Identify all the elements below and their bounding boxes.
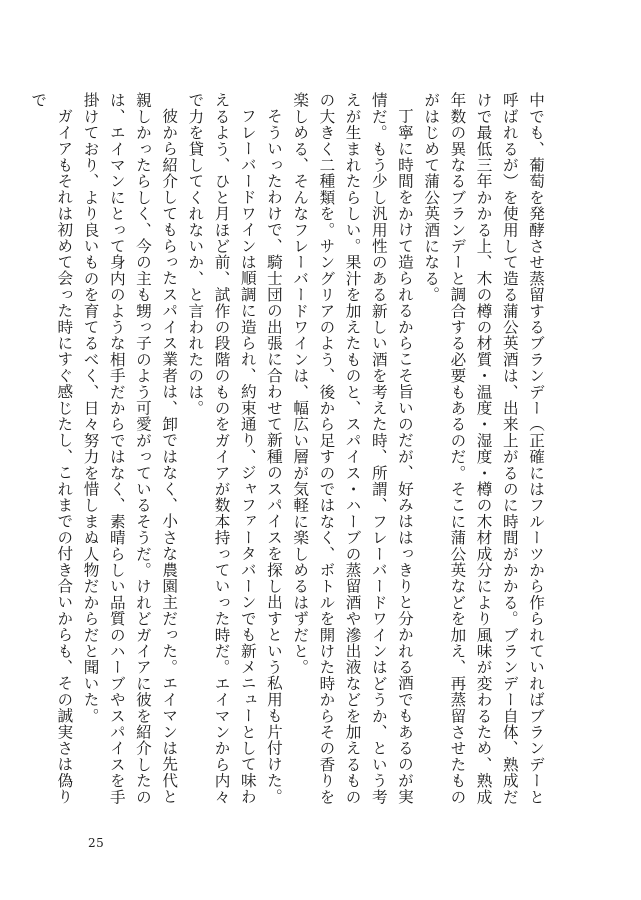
paragraph-1: 中でも、葡萄を発酵させ蒸留するブランデー（正確にはフルーツから作られていればブランデーと呼ばれるが）を使用して造る蒲公英酒は、出来上がるのに時間がかかる。ブランデー自体、熟成だけで最低三年かかる上、木の樽の材質・温度・湿度・樽の木材成分により風味が変わるため、熟成年数の異なるブランデーと調合する必要もあるのだ。そこに蒲公英などを加え、再蒸留させたものがはじめて蒲公英酒になる。 <box>422 92 545 805</box>
page-number: 25 <box>88 836 105 850</box>
paragraph-3: そういったわけで、騎士団の出張に合わせて新種のスパイスを探し出すという私用も片付けた。 <box>264 107 283 805</box>
paragraph-4: フレーバードワインは順調に造られ、約束通り、ジャファータバーンでも新メニューとして味わえるよう、ひと月ほど前、試作の段階のものをガイアが数本持っていった時だ。エイマンから内々で力を貸してくれないか、と言われたのは。 <box>186 92 257 805</box>
vertical-text-body <box>29 92 549 812</box>
paragraph-6: ガイアもそれは初めて会った時にすぐ感じたし、これまでの付き合いからも、その誠実さは偽りで <box>29 92 74 805</box>
paragraph-2: 丁寧に時間をかけて造られるからこそ旨いのだが、好みははっきりと分かれる酒でもあるのが実情だ。もう少し汎用性のある新しい酒を考えた時、所謂、フレーバードワインはどうか、という考えが生まれたらしい。果汁を加えたものと、スパイス・ハーブの蒸留酒や滲出液などを加えるものの大きく二種類を。サングリアのよう、後から足すのではなく、ボトルを開けた時からその香りを楽しめる、そんなフレーバードワインは、幅広い層が気軽に楽しめるはずだと。 <box>291 92 414 805</box>
paragraph-5: 彼から紹介してもらったスパイス業者は、卸ではなく、小さな農園主だった。エイマンは先代と親しかったらしく、今の主も甥っ子のよう可愛がっているそうだ。けれどガイアに彼を紹介したのは、エイマンにとって身内のような相手だからではなく、素晴らしい品質のハーブやスパイスを手掛けており、より良いものを育てるべく、日々努力を惜しまぬ人物だからだと聞いた。 <box>81 92 179 805</box>
